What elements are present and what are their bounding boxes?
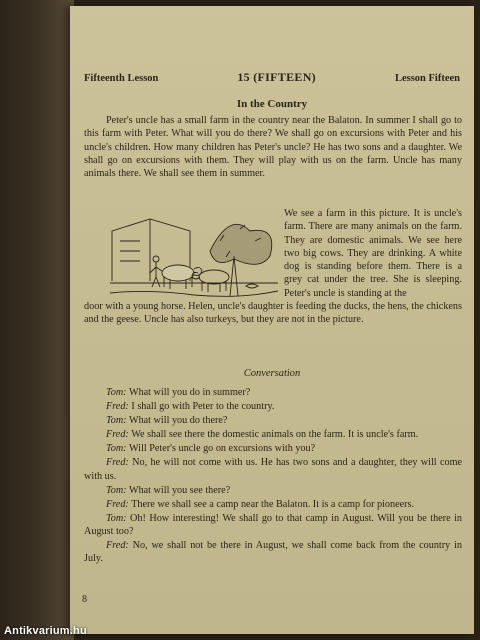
speaker: Tom:	[106, 443, 127, 455]
book-page	[70, 6, 474, 634]
conversation-title: Conversation	[243, 368, 301, 379]
header-left: Fifteenth Lesson	[84, 73, 159, 84]
dialogue-line	[84, 456, 462, 482]
speaker: Tom:	[106, 484, 127, 496]
line-text: I shall go with Peter to the country.	[131, 401, 275, 413]
header-right: Lesson Fifteen	[394, 73, 460, 84]
line-text: What will you do in summer?	[128, 387, 251, 398]
speaker: Tom:	[106, 387, 127, 398]
speaker: Fred:	[106, 457, 129, 469]
line-text: No, he will not come with us. He has two sons and a daughter, they will come with us.	[84, 457, 463, 482]
speaker: Tom:	[106, 415, 127, 427]
line-text: We shall see there the domestic animals on the farm. It is uncle's farm.	[131, 429, 419, 441]
header-center: 15 (FIFTEEN)	[237, 70, 316, 84]
line-text: Will Peter's uncle go on excursions with you?	[128, 443, 316, 455]
lesson-title: In the Country	[236, 98, 308, 110]
line-text: What will you see there?	[128, 484, 231, 496]
running-head	[84, 70, 460, 85]
speaker: Fred:	[106, 429, 129, 441]
dialogue-line	[84, 428, 462, 441]
speaker: Fred:	[106, 401, 129, 413]
dialogue-line	[84, 484, 462, 497]
farm-illustration	[110, 211, 278, 299]
speaker: Fred:	[106, 498, 129, 510]
left-page-edge	[0, 0, 74, 640]
line-text: There we shall see a camp near the Balaton. It is a camp for pioneers.	[131, 498, 415, 510]
dialogue-line	[84, 512, 462, 538]
speaker: Fred:	[106, 540, 129, 552]
watermark-logo: Antikvarium.hu	[4, 625, 87, 637]
dialogue-line	[84, 442, 462, 455]
dialogue-line	[84, 386, 462, 399]
dialogue	[84, 386, 462, 566]
speaker: Tom:	[106, 512, 127, 524]
dialogue-line	[84, 414, 462, 427]
line-text: What will you do there?	[128, 415, 228, 427]
dialogue-line	[84, 400, 462, 413]
page-number: 8	[82, 594, 87, 605]
paragraph-1: Peter's uncle has a small farm in the country near the Balaton. In summer I shall go to this farm with Peter. What will you do there? We shall go on excursions with Peter and his uncle's children. How many children has Peter's uncle? He has two sons and a daughter. We shall go on excursions with them. They will play with us on the farm. Uncle has many animals there. We shall see them in summer.	[84, 115, 462, 180]
paragraph-2-right: We see a farm in this picture. It is uncle's farm. There are many animals on the farm. They are domestic animals. We see here two big cows. They are drinking. A white dog is standing before them. There is a grey cat under the tree. She is sleeping. Peter's uncle is standing at the	[284, 208, 462, 299]
dialogue-line	[84, 498, 462, 511]
dialogue-line	[84, 539, 462, 565]
line-text: Oh! How interesting! We shall go to that camp in August. Will you be there in August too?	[84, 512, 462, 537]
paragraph-2-bottom: door with a young horse. Helen, uncle's daughter is feeding the ducks, the hens, the chickens and the geese. Uncle has also turkeys, but they are not in the picture.	[84, 301, 462, 326]
line-text: No, we shall not be there in August, we shall come back from the country in July.	[84, 540, 462, 565]
